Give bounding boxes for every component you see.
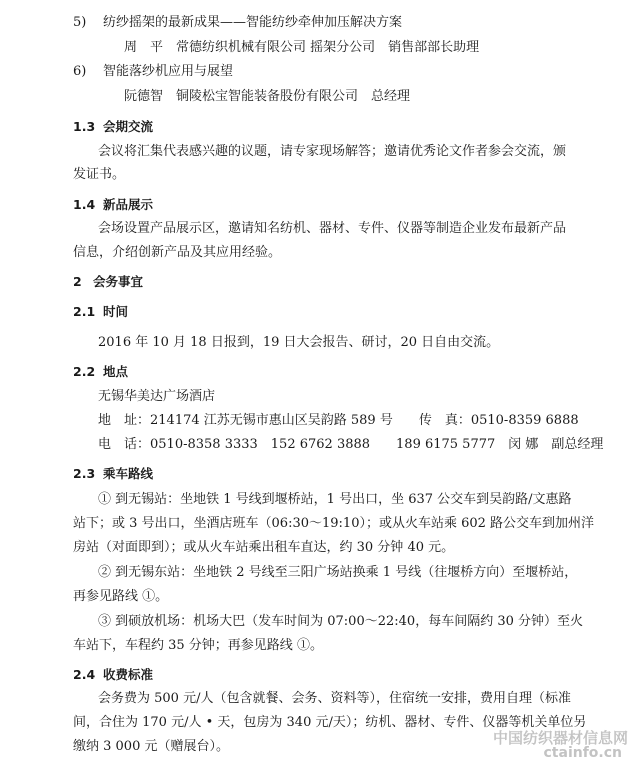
item-5-number: 5) [73,15,87,30]
item-5-speaker: 周 平 常德纺织机械有限公司 摇架分公司 销售部部长助理 [124,40,480,55]
heading-2-1-title: 时间 [103,304,129,319]
para-2-1: 2016 年 10 月 18 日报到，19 日大会报告、研讨，20 日自由交流。 [98,335,500,350]
heading-2-1-number: 2.1 [73,304,96,319]
venue-address-fax: 地 址：214174 江苏无锡市惠山区吴韵路 589 号 传 真：0510-8359 6888 [98,413,579,428]
fee-line3: 缴纳 3 000 元（赠展台）。 [73,739,229,754]
heading-2-3 [73,465,153,483]
heading-1-3-title: 会期交流 [103,119,154,134]
heading-2-4-title: 收费标准 [103,667,154,682]
venue-name: 无锡华美达广场酒店 [98,389,216,404]
route-1-line3: 房站（对面即到）；或从火车站乘出租车直达，约 30 分钟 40 元。 [73,540,455,555]
heading-2-2-number: 2.2 [73,364,96,379]
heading-1-4-title: 新品展示 [103,197,154,212]
heading-2-2-title: 地点 [103,364,129,379]
route-3-line1: ③ 到硕放机场：机场大巴（发车时间为 07:00～22:40，每车间隔约 30 分钟）至火 [98,614,583,629]
watermark-site-name: 中国纺织器材信息网 [492,729,628,747]
heading-1-3 [73,118,153,136]
item-6-title: 智能落纱机应用与展望 [103,64,234,79]
heading-2 [73,273,143,291]
item-6 [73,63,233,81]
item-5 [73,14,402,32]
route-1-line1: ① 到无锡站：坐地铁 1 号线到堰桥站，1 号出口，坐 637 公交车到吴韵路/文惠路 [98,492,572,507]
para-1-3-line1: 会议将汇集代表感兴趣的议题，请专家现场解答；邀请优秀论文作者参会交流，颁 [98,144,567,159]
fee-line2: 间，合住为 170 元/人 • 天，包房为 340 元/天）；纺机、器材、专件、仪器等机关单位另 [73,715,587,730]
heading-2-title: 会务事宜 [93,274,144,289]
heading-2-number: 2 [73,274,82,289]
route-1-line2: 站下；或 3 号出口，坐酒店班车（06:30～19:10）；或从火车站乘 602 路公交车到加州洋 [73,516,595,531]
fee-line1: 会务费为 500 元/人（包含就餐、会务、资料等），住宿统一安排，费用自理（标准 [98,691,571,706]
item-6-number: 6) [73,64,87,79]
heading-1-3-number: 1.3 [73,119,96,134]
para-1-3-line2: 发证书。 [73,167,126,182]
route-2-line1: ② 到无锡东站：坐地铁 2 号线至三阳广场站换乘 1 号线（往堰桥方向）至堰桥站， [98,565,578,580]
heading-2-4-number: 2.4 [73,667,96,682]
venue-phone-contact: 电 话：0510-8358 3333 152 6762 3888 189 6175 5777 闵 娜 副总经理 [98,437,604,452]
item-6-speaker: 阮德智 铜陵松宝智能装备股份有限公司 总经理 [124,89,411,104]
route-3-line2: 车站下，车程约 35 分钟；再参见路线 ①。 [73,638,323,653]
route-2-line2: 再参见路线 ①。 [73,589,169,604]
watermark-domain: ctainfo.cn [543,745,622,761]
heading-2-2 [73,363,128,381]
para-1-4-line2: 信息，介绍创新产品及其应用经验。 [73,245,282,260]
heading-1-4 [73,196,153,214]
heading-2-3-number: 2.3 [73,466,96,481]
heading-2-3-title: 乘车路线 [103,466,154,481]
heading-1-4-number: 1.4 [73,197,96,212]
item-5-title: 纺纱摇架的最新成果——智能纺纱牵伸加压解决方案 [103,15,403,30]
heading-2-4 [73,666,153,684]
heading-2-1 [73,303,128,321]
para-1-4-line1: 会场设置产品展示区，邀请知名纺机、器材、专件、仪器等制造企业发布最新产品 [98,221,567,236]
